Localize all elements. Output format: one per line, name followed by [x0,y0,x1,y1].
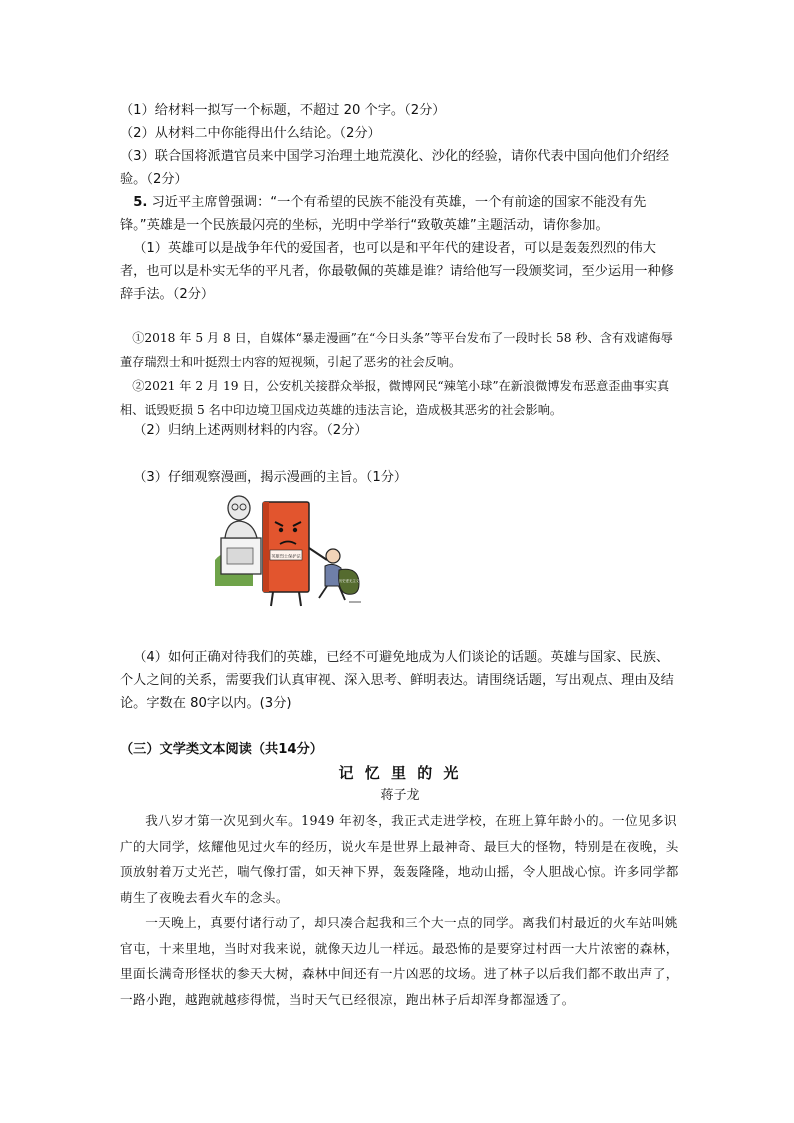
book-spine [263,502,269,592]
q5-material-2: ②2021 年 2 月 19 日，公安机关接群众举报，微博网民“辣笔小球”在新浪微博发布恶意歪曲事实真相、诋毁贬损 5 名中印边境卫国戍边英雄的违法言论，造成极其恶劣的社会影响。 [120,379,670,417]
q5-sub3: （3）仔细观察漫画，揭示漫画的主旨。（1分） [133,470,408,485]
question-3: （3）联合国将派遣官员来中国学习治理土地荒漠化、沙化的经验，请你代表中国向他们介绍经验。（2分） [120,149,670,187]
book-eye-left [279,528,283,532]
sack-label: 历史虚无主义 [338,579,360,583]
book-label-text: 英雄烈士保护法 [271,553,301,559]
questions-top [120,99,680,191]
q5-intro [120,191,680,237]
q5-sub2-block [120,419,680,442]
q5-intro-text: 习近平主席曾强调：“一个有希望的民族不能没有英雄，一个有前途的国家不能没有先锋。”英雄是一个民族最闪亮的坐标，光明中学举行“致敬英雄”主题活动，请你参加。 [120,195,647,233]
question-1: （1）给材料一拟写一个标题，不超过 20 个字。（2分） [120,103,446,118]
story-paragraph-1: 我八岁才第一次见到火车。1949 年初冬，我正式走进学校，在班上算年龄小的。一位见多识广的大同学，炫耀他见过火车的经历，说火车是世界上最神奇、最巨大的怪物，特别是在夜晚，头顶放射着万丈光芒，喘气像打雷，如天神下界，轰轰隆隆，地动山摇，令人胆战心惊。许多同学都萌生了夜晚去看火车的念头。 [120,813,679,905]
story-body [120,808,680,1012]
q5-sub3-block [120,466,680,489]
book-arm [309,548,327,560]
q5-number: 5. [133,195,148,210]
question-5 [120,191,680,306]
section-3-heading: （三）文学类文本阅读（共14分） [120,742,323,757]
q5-sub4-block [120,646,680,715]
law-book [263,502,309,592]
statue-head [228,496,250,520]
story-title: 记 忆 里 的 光 [338,764,462,782]
story-paragraph-2: 一天晚上，真要付诸行动了，却只凑合起我和三个大一点的同学。离我们村最近的火车站叫姚官屯，十来里地，当时对我来说，就像天边儿一样远。最恐怖的是要穿过村西一大片浓密的森林，里面长满奇形怪状的参天大树，森林中间还有一片凶恶的坟场。进了林子以后我们都不敢出声了，一路小跑，越跑就越疹得慌，当时天气已经很凉，跑出林子后却浑身都湿透了。 [120,915,679,1007]
man-head [326,549,340,563]
section-3 [120,738,680,761]
book-eye-right [293,528,297,532]
book-legs [271,592,301,606]
q5-materials [120,326,680,422]
q5-sub2: （2）归纳上述两则材料的内容。（2分） [133,423,368,438]
pedestal-plaque [227,548,253,564]
cartoon-illustration [213,490,363,615]
q5-sub4: （4）如何正确对待我们的英雄，已经不可避免地成为人们谈论的话题。英雄与国家、民族、个人之间的关系，需要我们认真审视、深入思考、鲜明表达。请围绕话题，写出观点、理由及结论。字数在 80字以内。(3分) [120,650,674,711]
q5-material-1: ①2018 年 5 月 8 日，自媒体“暴走漫画”在“今日头条”等平台发布了一段时长 58 秒、含有戏谑侮辱董存瑞烈士和叶挺烈士内容的短视频，引起了恶劣的社会反响。 [120,331,673,369]
question-2: （2）从材料二中你能得出什么结论。（2分） [120,126,381,141]
q5-sub1: （1）英雄可以是战争年代的爱国者，也可以是和平年代的建设者，可以是轰轰烈烈的伟大者，也可以是朴实无华的平凡者，你最敬佩的英雄是谁？请给他写一段颁奖词，至少运用一种修辞手法。（2分） [120,241,674,302]
story-author: 蒋子龙 [380,788,420,803]
statue-shoulders [225,521,257,538]
story-header [120,762,680,806]
